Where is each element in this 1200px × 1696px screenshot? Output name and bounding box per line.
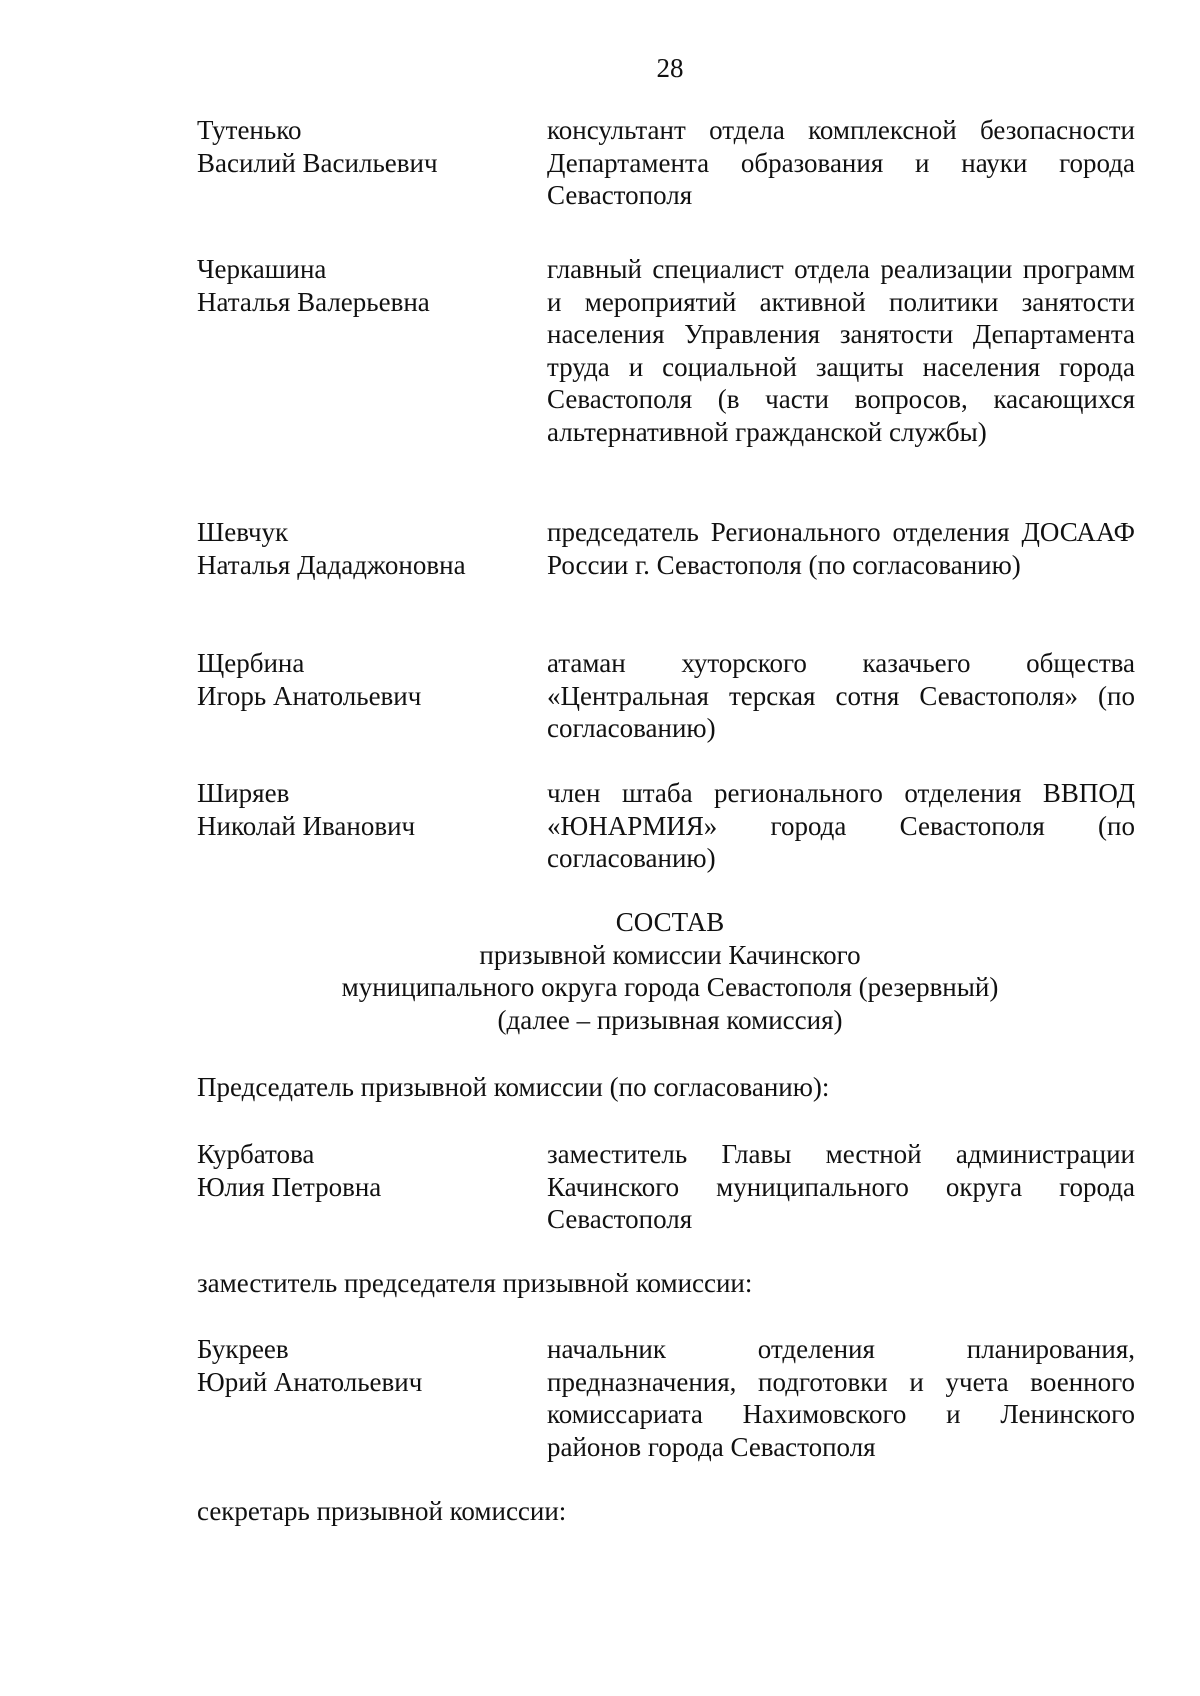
member-surname: Черкашина [197,254,327,284]
chair-heading: Председатель призывной комиссии (по согласованию): [197,1072,830,1102]
section-subtitle-line: (далее – призывная комиссия) [497,1004,843,1035]
commission-member [197,647,1137,745]
member-surname: Шевчук [197,517,289,547]
member-position: атаман хуторского казачьего общества «Центральная терская сотня Севастополя» (по согласованию) [547,648,1135,743]
member-surname: Тутенько [197,115,302,145]
section-heading [0,906,1200,1036]
member-given-names: Василий Васильевич [197,147,438,178]
commission-member [197,114,1137,212]
member-position: начальник отделения планирования, предназначения, подготовки и учета военного комиссариата Нахимовского и Ленинского районов города Севастополя [547,1334,1135,1462]
member-position: член штаба регионального отделения ВВПОД «ЮНАРМИЯ» города Севастополя (по согласованию) [547,778,1135,873]
member-position: главный специалист отдела реализации программ и мероприятий активной политики занятости населения Управления занятости Департамента труда и социальной защиты населения города Севастополя (в части вопросов, касающихся альтернативной гражданской службы) [547,254,1135,447]
member-name [197,114,547,212]
deputy-heading: заместитель председателя призывной комиссии: [197,1268,753,1298]
member-name [197,777,547,875]
member-surname: Щербина [197,648,305,678]
member-surname: Ширяев [197,778,290,808]
member-given-names: Юлия Петровна [197,1171,382,1202]
section-subtitle-line: муниципального округа города Севастополя (резервный) [341,972,999,1002]
member-given-names: Игорь Анатольевич [197,680,422,711]
page-number: 28 [656,53,684,83]
deputy-member [197,1333,1137,1463]
member-position: консультант отдела комплексной безопасности Департамента образования и науки города Севастополя [547,115,1135,210]
commission-member [197,777,1137,875]
member-given-names: Наталья Дададжоновна [197,549,466,580]
chair-member [197,1138,1137,1236]
member-position: председатель Регионального отделения ДОСААФ России г. Севастополя (по согласованию) [547,517,1135,580]
member-name [197,253,547,448]
member-name [197,516,547,581]
secretary-heading: секретарь призывной комиссии: [197,1496,567,1526]
member-given-names: Наталья Валерьевна [197,286,430,317]
member-given-names: Юрий Анатольевич [197,1366,423,1397]
commission-member [197,516,1137,581]
member-surname: Курбатова [197,1139,315,1169]
section-title: СОСТАВ [615,907,725,937]
member-position: заместитель Главы местной администрации Качинского муниципального округа города Севастополя [547,1139,1135,1234]
member-given-names: Николай Иванович [197,810,416,841]
section-subtitle-line: призывной комиссии Качинского [479,939,861,970]
commission-member [197,253,1137,448]
member-name [197,1333,547,1463]
member-name [197,647,547,745]
member-name [197,1138,547,1236]
member-surname: Букреев [197,1334,289,1364]
